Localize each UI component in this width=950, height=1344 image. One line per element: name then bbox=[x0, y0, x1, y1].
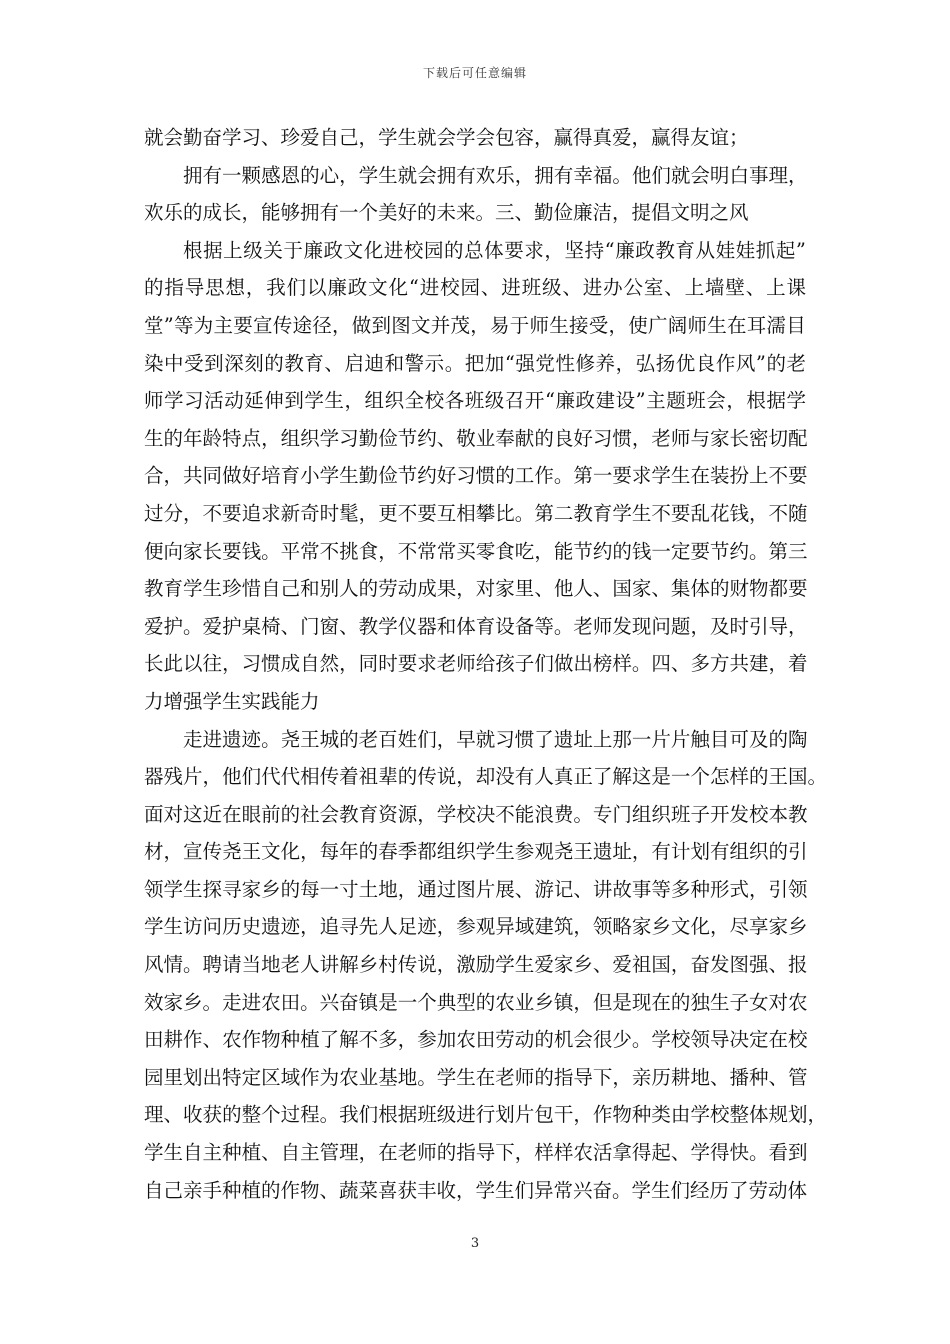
text-line: 师 学 习 活 动 延 伸 到 学 生 ， 组 织 全 校 各 班 级 召 开 “ 廉 政 建 设 ” 主 题 班 会 ， 根 据 学 bbox=[144, 389, 806, 413]
text-line: 过 分 ， 不 要 追 求 新 奇 时 髦 ， 更 不 要 互 相 攀 比 。 第 二 教 育 学 生 不 要 乱 花 钱 ， 不 随 bbox=[144, 501, 808, 525]
text-line: 合 ， 共 同 做 好 培 育 小 学 生 勤 俭 节 约 好 习 惯 的 工 作 。 第 一 要 求 学 生 在 装 扮 上 不 要 bbox=[144, 464, 808, 488]
text-line: 学 生 访 问 历 史 遗 迹 ， 追 寻 先 人 足 迹 ， 参 观 异 域 建 筑 ， 领 略 家 乡 文 化 ， 尽 享 家 乡 bbox=[144, 915, 808, 939]
paragraph bbox=[144, 232, 806, 721]
text-line: 欢乐的成长，能够拥有一个美好的未来。三、勤俭廉洁，提倡文明之风 bbox=[144, 201, 749, 225]
paragraph bbox=[144, 119, 806, 157]
page-number: 3 bbox=[470, 1236, 480, 1251]
document-body bbox=[144, 119, 828, 1209]
text-line: 根 据 上 级 关 于 廉 政 文 化 进 校 园 的 总 体 要 求 ， 坚 持 “ 廉 政 教 育 从 娃 娃 抓 起 ” bbox=[183, 238, 806, 262]
paragraph bbox=[144, 157, 806, 232]
text-line: 田 耕 作 、 农 作 物 种 植 了 解 不 多 ， 参 加 农 田 劳 动 的 机 会 很 少 。 学 校 领 导 决 定 在 校 bbox=[144, 1028, 808, 1052]
text-line: 的 指 导 思 想 ， 我 们 以 廉 政 文 化 “ 进 校 园 、 进 班 级 、 进 办 公 室 、 上 墙 壁 、 上 课 bbox=[144, 276, 806, 300]
text-line: 风 情 。 聘 请 当 地 老 人 讲 解 乡 村 传 说 ， 激 励 学 生 爱 家 乡 、 爱 祖 国 ， 奋 发 图 强 、 报 bbox=[144, 953, 808, 977]
text-line: 长 此 以 往 ， 习 惯 成 自 然 ， 同 时 要 求 老 师 给 孩 子 们 做 出 榜 样 。 四 、 多 方 共 建 ， 着 bbox=[144, 652, 808, 676]
text-line: 理 、 收 获 的 整 个 过 程 。 我 们 根 据 班 级 进 行 划 片 包 干 ， 作 物 种 类 由 学 校 整 体 规 划 ， bbox=[144, 1103, 828, 1127]
text-line: 效 家 乡 。 走 进 农 田 。 兴 奋 镇 是 一 个 典 型 的 农 业 乡 镇 ， 但 是 现 在 的 独 生 子 女 对 农 bbox=[144, 990, 808, 1014]
text-line: 堂 ” 等 为 主 要 宣 传 途 径 ， 做 到 图 文 并 茂 ， 易 于 师 生 接 受 ， 使 广 阔 师 生 在 耳 濡 目 bbox=[144, 313, 806, 337]
text-line: 领 学 生 探 寻 家 乡 的 每 一 寸 土 地 ， 通 过 图 片 展 、 游 记 、 讲 故 事 等 多 种 形 式 ， 引 领 bbox=[144, 877, 808, 901]
text-line: 器 残 片 ， 他 们 代 代 相 传 着 祖 辈 的 传 说 ， 却 没 有 人 真 正 了 解 这 是 一 个 怎 样 的 王 国 。 bbox=[144, 765, 828, 789]
text-line: 染 中 受 到 深 刻 的 教 育 、 启 迪 和 警 示 。 把 加 “ 强 党 性 修 养 ， 弘 扬 优 良 作 风 ” 的 老 bbox=[144, 351, 806, 375]
text-line: 面 对 这 近 在 眼 前 的 社 会 教 育 资 源 ， 学 校 决 不 能 浪 费 。 专 门 组 织 班 子 开 发 校 本 教 bbox=[144, 802, 808, 826]
text-line: 走 进 遗 迹 。 尧 王 城 的 老 百 姓 们 ， 早 就 习 惯 了 遗 址 上 那 一 片 片 触 目 可 及 的 陶 bbox=[183, 727, 808, 751]
text-line: 自己亲手种植的作物、蔬菜喜获丰收，学生们异常兴奋。学生们经历了劳动体 bbox=[144, 1178, 808, 1202]
text-line: 园 里 划 出 特 定 区 域 作 为 农 业 基 地 。 学 生 在 老 师 的 指 导 下 ， 亲 历 耕 地 、 播 种 、 管 bbox=[144, 1065, 808, 1089]
text-line: 爱 护 。 爱 护 桌 椅 、 门 窗 、 教 学 仪 器 和 体 育 设 备 等 。 老 师 发 现 问 题 ， 及 时 引 导 ， bbox=[144, 614, 808, 638]
text-line: 就会勤奋学习、珍爱自己，学生就会学会包容，赢得真爱，赢得友谊； bbox=[144, 126, 749, 149]
text-line: 教 育 学 生 珍 惜 自 己 和 别 人 的 劳 动 成 果 ， 对 家 里 、 他 人 、 国 家 、 集 体 的 财 物 都 要 bbox=[144, 577, 808, 601]
text-line: 生 的 年 龄 特 点 ， 组 织 学 习 勤 俭 节 约 、 敬 业 奉 献 的 良 好 习 惯 ， 老 师 与 家 长 密 切 配 bbox=[144, 426, 808, 450]
paragraph bbox=[144, 721, 828, 1210]
page-header: 下载后可任意编辑 bbox=[422, 66, 527, 80]
text-line: 便 向 家 长 要 钱 。 平 常 不 挑 食 ， 不 常 常 买 零 食 吃 ， 能 节 约 的 钱 一 定 要 节 约 。 第 三 bbox=[144, 539, 808, 563]
text-line: 拥 有 一 颗 感 恩 的 心 ， 学 生 就 会 拥 有 欢 乐 ， 拥 有 幸 福 。 他 们 就 会 明 白 事 理 ， bbox=[183, 163, 808, 187]
text-line: 力增强学生实践能力 bbox=[144, 689, 320, 713]
text-line: 材 ， 宣 传 尧 王 文 化 ， 每 年 的 春 季 都 组 织 学 生 参 观 尧 王 遗 址 ， 有 计 划 有 组 织 的 引 bbox=[144, 840, 808, 864]
text-line: 学 生 自 主 种 植 、 自 主 管 理 ， 在 老 师 的 指 导 下 ， 样 样 农 活 拿 得 起 、 学 得 快 。 看 到 bbox=[144, 1141, 808, 1165]
